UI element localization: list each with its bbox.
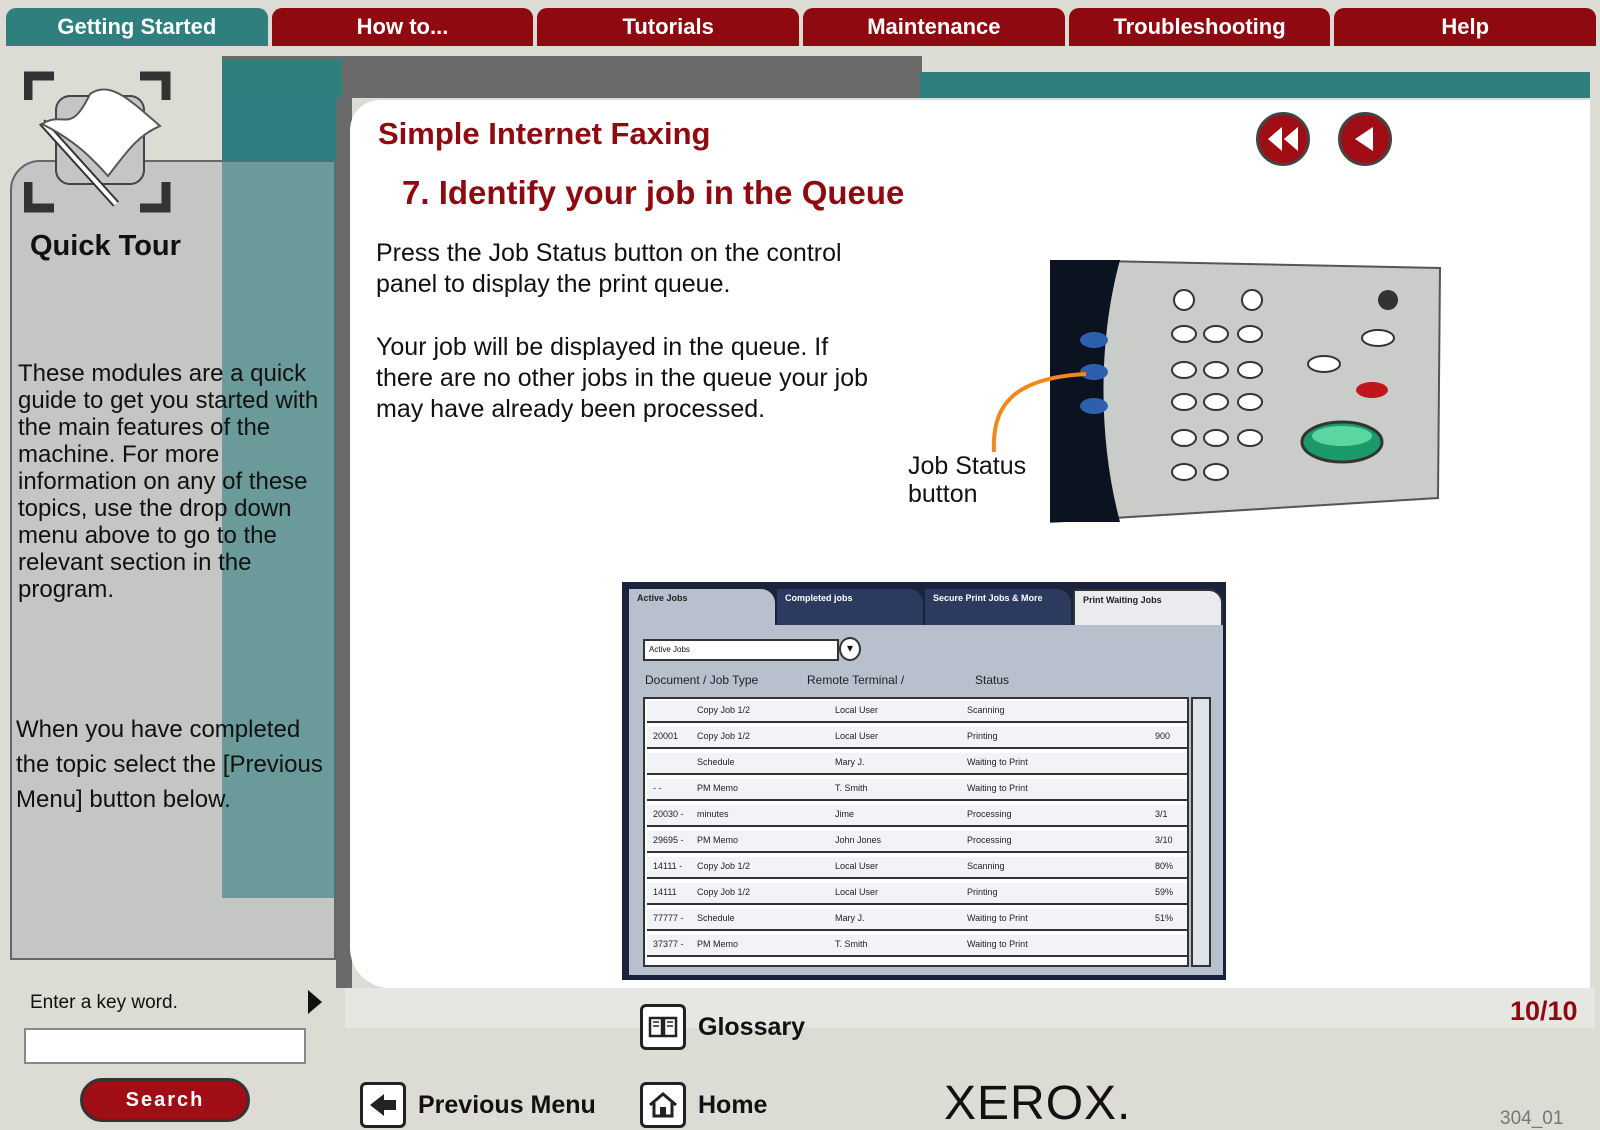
queue-tab-secure-print: Secure Print Jobs & More — [925, 589, 1071, 633]
callout-line — [990, 368, 1090, 458]
home-button[interactable] — [640, 1082, 767, 1128]
queue-cell-type: Schedule — [697, 913, 735, 923]
queue-cell-terminal: Mary J. — [835, 757, 865, 767]
queue-tab-active-jobs: Active Jobs — [629, 589, 775, 633]
queue-row — [647, 935, 1187, 957]
job-status-callout-label: Job Status button — [908, 452, 1027, 508]
queue-row — [647, 909, 1187, 931]
queue-cell-status: Waiting to Print — [967, 939, 1028, 949]
queue-cell-status: Scanning — [967, 705, 1005, 715]
tab-getting-started[interactable]: Getting Started — [6, 8, 268, 46]
queue-cell-status: Printing — [967, 731, 998, 741]
queue-tab-print-waiting: Print Waiting Jobs — [1073, 589, 1223, 633]
sidebar-instruction: When you have completed the topic select the [Previous Menu] button below. — [16, 716, 323, 813]
queue-cell-type: minutes — [697, 809, 729, 819]
queue-dropdown: Active Jobs — [643, 639, 839, 661]
home-icon — [640, 1082, 686, 1128]
queue-scrollbar — [1191, 697, 1211, 967]
frame-top-accent — [920, 72, 1590, 98]
queue-cell-count: 51% — [1155, 913, 1174, 923]
queue-cell-status: Waiting to Print — [967, 757, 1028, 767]
queue-row — [647, 753, 1187, 775]
instruction-paragraph-2: Your job will be displayed in the queue. If there are no other jobs in the queue your job may have already been processed. — [376, 333, 869, 423]
queue-cell-type: Copy Job 1/2 — [697, 887, 751, 897]
queue-cell-type: PM Memo — [697, 835, 739, 845]
search-button[interactable]: Search — [80, 1078, 250, 1122]
queue-cell-id: 14111 - — [653, 861, 683, 871]
sidebar-description: These modules are a quick guide to get you started with the main features of the machine. For more information on any of these topics, use the drop down menu above to go to the relevant section in the program. — [18, 360, 319, 603]
book-icon — [640, 1004, 686, 1050]
queue-cell-status: Waiting to Print — [967, 913, 1028, 923]
queue-cell-status: Processing — [967, 835, 1012, 845]
queue-cell-count: 3/1 — [1155, 809, 1168, 819]
queue-cell-id: 20001 — [653, 731, 679, 741]
play-arrow-icon[interactable] — [308, 990, 322, 1014]
home-label: Home — [698, 1090, 768, 1119]
queue-row — [647, 727, 1187, 749]
queue-cell-id: 20030 - — [653, 809, 684, 819]
flag-icon — [24, 70, 174, 216]
queue-cell-type: Schedule — [697, 757, 735, 767]
queue-cell-id: 37377 - — [653, 939, 684, 949]
top-tab-bar — [6, 8, 1596, 48]
xerox-logo: XEROX. — [944, 1077, 1132, 1130]
previous-menu-button[interactable] — [360, 1082, 596, 1128]
queue-col-document: Document / Job Type — [645, 673, 759, 687]
previous-arrow-icon — [360, 1082, 406, 1128]
queue-tab-completed: Completed jobs — [777, 589, 923, 633]
queue-cell-id: 29695 - — [653, 835, 684, 845]
previous-menu-label: Previous Menu — [418, 1090, 596, 1119]
search-input[interactable] — [24, 1028, 306, 1064]
queue-list — [643, 697, 1189, 967]
queue-row — [647, 883, 1187, 905]
queue-cell-terminal: Local User — [835, 887, 879, 897]
page-number: 10/10 — [1510, 996, 1578, 1026]
queue-cell-id: 14111 — [653, 887, 677, 897]
queue-cell-status: Printing — [967, 887, 998, 897]
tab-maintenance[interactable]: Maintenance — [803, 8, 1065, 46]
queue-cell-count: 3/10 — [1155, 835, 1173, 845]
module-title: Simple Internet Faxing — [378, 116, 711, 151]
queue-cell-count: 59% — [1155, 887, 1174, 897]
queue-row — [647, 857, 1187, 879]
queue-cell-terminal: Mary J. — [835, 913, 865, 923]
instruction-paragraph-1: Press the Job Status button on the control panel to display the print queue. — [376, 239, 842, 298]
glossary-label: Glossary — [698, 1012, 806, 1041]
back-arrow-icon — [1351, 125, 1379, 153]
queue-cell-terminal: T. Smith — [835, 939, 868, 949]
queue-cell-type: PM Memo — [697, 939, 739, 949]
queue-cell-id: - - — [653, 783, 662, 793]
queue-cell-terminal: Local User — [835, 731, 879, 741]
rewind-icon — [1266, 125, 1300, 153]
queue-cell-type: Copy Job 1/2 — [697, 731, 751, 741]
queue-cell-terminal: Local User — [835, 705, 879, 715]
tab-troubleshooting[interactable]: Troubleshooting — [1069, 8, 1331, 46]
queue-cell-terminal: Local User — [835, 861, 879, 871]
tab-how-to[interactable]: How to... — [272, 8, 534, 46]
queue-cell-count: 80% — [1155, 861, 1174, 871]
queue-row — [647, 831, 1187, 853]
queue-cell-type: Copy Job 1/2 — [697, 705, 751, 715]
queue-cell-type: Copy Job 1/2 — [697, 861, 751, 871]
queue-row — [647, 779, 1187, 801]
queue-cell-status: Waiting to Print — [967, 783, 1028, 793]
search-label: Enter a key word. — [30, 992, 178, 1013]
frame-bottom — [345, 988, 1595, 1028]
queue-col-terminal: Remote Terminal / — [807, 673, 905, 687]
queue-cell-id: 77777 - — [653, 913, 684, 923]
glossary-button[interactable] — [640, 1004, 805, 1050]
tab-tutorials[interactable]: Tutorials — [537, 8, 799, 46]
queue-cell-terminal: Jime — [835, 809, 855, 819]
queue-cell-status: Scanning — [967, 861, 1005, 871]
tab-help[interactable]: Help — [1334, 8, 1596, 46]
queue-row — [647, 805, 1187, 827]
queue-cell-count: 900 — [1155, 731, 1171, 741]
back-button[interactable] — [1338, 112, 1392, 166]
queue-col-status: Status — [975, 673, 1010, 687]
queue-cell-terminal: John Jones — [835, 835, 882, 845]
page-code: 304_01 — [1500, 1108, 1564, 1129]
control-panel-image — [1050, 260, 1450, 528]
chevron-down-icon: ▾ — [839, 637, 861, 661]
queue-row — [647, 701, 1187, 723]
queue-cell-terminal: T. Smith — [835, 783, 868, 793]
quick-tour-title: Quick Tour — [30, 230, 181, 262]
queue-cell-type: PM Memo — [697, 783, 739, 793]
queue-cell-status: Processing — [967, 809, 1012, 819]
step-title: 7. Identify your job in the Queue — [402, 174, 905, 211]
job-queue-screen — [622, 582, 1226, 980]
rewind-button[interactable] — [1256, 112, 1310, 166]
